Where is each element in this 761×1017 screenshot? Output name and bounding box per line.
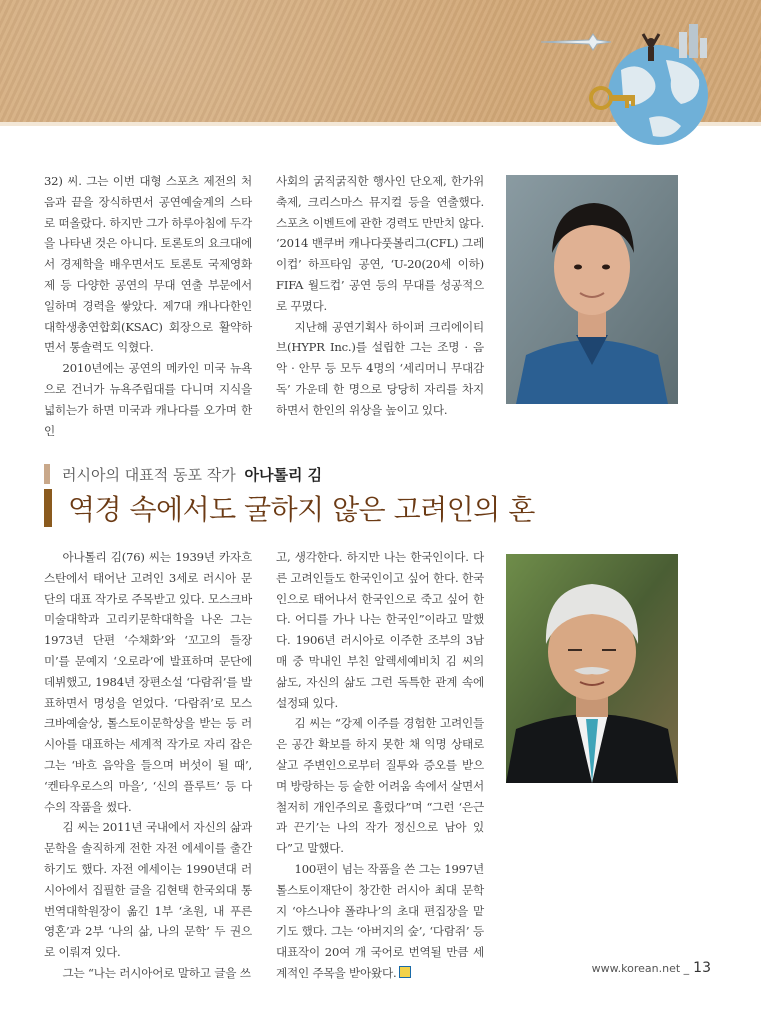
- kicker-name: 아나톨리 김: [244, 465, 323, 484]
- paragraph: 김 씨는 2011년 국내에서 자신의 삶과 문학을 솔직하게 전한 자전 에세이를 출간하기도 했다. 자전 에세이는 1990년대 러시아에서 집필한 글을 김현택 한국외대 통번역대학원장이 옮긴 1부 ‘초원, 내 푸른 영혼’과 2부 ‘나의 삶, 나의 문학’ 두 권으로 이뤄져 있다.: [44, 820, 252, 960]
- paragraph: 고, 생각한다. 하지만 나는 한국인이다. 다른 고려인들도 한국인이고 싶어 한다. 한국인으로 태어나서 한국인으로 죽고 싶어 한다. 어디를 가나 나는 한국인”이라고 말했다. 1906년 러시아로 이주한 조부의 3남매 중 막내인 부친 알렉세예비치 김 씨의 삶도, 자신의 삶도 그런 독특한 관계 속에 설정돼 있다.: [276, 550, 484, 710]
- paragraph: 2010년에는 공연의 메카인 미국 뉴욕으로 건너가 뉴욕주립대를 다니며 지식을 넓히는가 하면 미국과 캐나다를 오가며 한인: [44, 361, 252, 438]
- airplane-icon: [541, 34, 611, 50]
- footer-url: www.korean.net _: [591, 962, 690, 975]
- article-headline: [44, 488, 535, 528]
- kicker-label: 러시아의 대표적 동포 작가: [62, 465, 236, 484]
- end-mark-icon: [399, 966, 411, 978]
- paragraph: 사회의 굵직굵직한 행사인 단오제, 한가위 축제, 크리스마스 뮤지컬 등을 연출했다. 스포츠 이벤트에 관한 경력도 만만치 않다. ‘2014 밴쿠버 캐나다풋볼리그(CFL) 그레이컵’ 하프타임 공연, ‘U-20(20세 이하) FIFA 월드컵’ 공연 등의 무대를 성공적으로 꾸몄다.: [276, 174, 484, 313]
- paragraph-text: 100편이 넘는 작품을 쓴 그는 1997년 톨스토이재단이 창간한 러시아 최대 문학지 ‘야스나야 폴랴나’의 초대 편집장을 맡기도 했다. 그는 ‘아버지의 숲’, ‘다람쥐’ 등 대표작이 20여 개 국어로 번역될 만큼 세계적인 주목을 받아왔다.: [276, 861, 484, 980]
- page-footer: [592, 960, 711, 976]
- headline-text: 역경 속에서도 굴하지 않은 고려인의 혼: [68, 493, 535, 526]
- kicker-bar: [44, 464, 50, 484]
- globe-icon: [608, 24, 708, 145]
- paragraph: 32) 씨. 그는 이번 대형 스포츠 제전의 처음과 끝을 장식하면서 공연예술계의 스타로 떠올랐다. 하지만 그가 하루아침에 두각을 나타낸 것은 아니다. 토론토의 요크대에서 경제학을 배우면서도 토론토 국제영화제 등 다양한 공연의 무대 연출 부문에서 일하며 경력을 쌓았다. 제7대 캐나다한인대학생총연합회(KSAC) 회장으로 활약하면서 통솔력도 익혔다.: [44, 174, 252, 355]
- headline-bar: [44, 489, 52, 527]
- paragraph: 그는 “나는 러시아어로 말하고 글을 쓰: [62, 965, 251, 980]
- portrait-photo-young-man: [506, 175, 678, 404]
- paragraph: 지난해 공연기획사 하이퍼 크리에이티브(HYPR Inc.)를 설립한 그는 조명 · 음악 · 안무 등 모두 4명의 ‘세리머니 무대감독’ 가운데 한 명으로 당당히 자리를 차지하면서 한인의 위상을 높이고 있다.: [276, 319, 484, 417]
- paragraph: [276, 859, 484, 984]
- article-column-1: [44, 547, 252, 984]
- paragraph: 아나톨리 김(76) 씨는 1939년 카자흐스탄에서 태어난 고려인 3세로 러시아 문단의 대표 작가로 주목받고 있다. 모스크바미술대학과 고리키문학대학을 나온 그는 1973년 단편 ‘수채화’와 ‘꼬고의 들장미’를 문예지 ‘오로라’에 발표하며 문단에 데뷔했고, 1984년 장편소설 ‘다람쥐’를 발표하면서 명성을 얻었다. ‘다람쥐’로 모스크바예술상, 톨스토이문학상을 받는 등 러시아를 대표하는 세계적 작가로 자리 잡은 그는 ‘바흐 음악을 들으며 버섯이 될 때’, ‘켄타우로스의 마을’, ‘신의 플루트’ 등 다수의 작품을 썼다.: [44, 550, 252, 814]
- top-column-2: [276, 171, 484, 421]
- article-kicker: [44, 463, 322, 485]
- paragraph: 김 씨는 “강제 이주를 경험한 고려인들은 공간 확보를 하지 못한 채 익명 상태로 살고 주변인으로부터 질투와 증오를 받으며 방랑하는 등 숱한 어려움 속에서 살면서 철저히 개인주의로 흘렀다”며 “그런 ‘은근과 끈기’는 나의 작가 정신으로 남아 있다”고 말했다.: [276, 716, 484, 856]
- portrait-photo-anatoly-kim: [506, 554, 678, 783]
- page-number: 13: [693, 960, 711, 976]
- top-column-1: [44, 171, 252, 441]
- globe-illustration: [531, 0, 761, 160]
- kicker-text: [62, 464, 322, 485]
- article-column-2: [276, 547, 484, 984]
